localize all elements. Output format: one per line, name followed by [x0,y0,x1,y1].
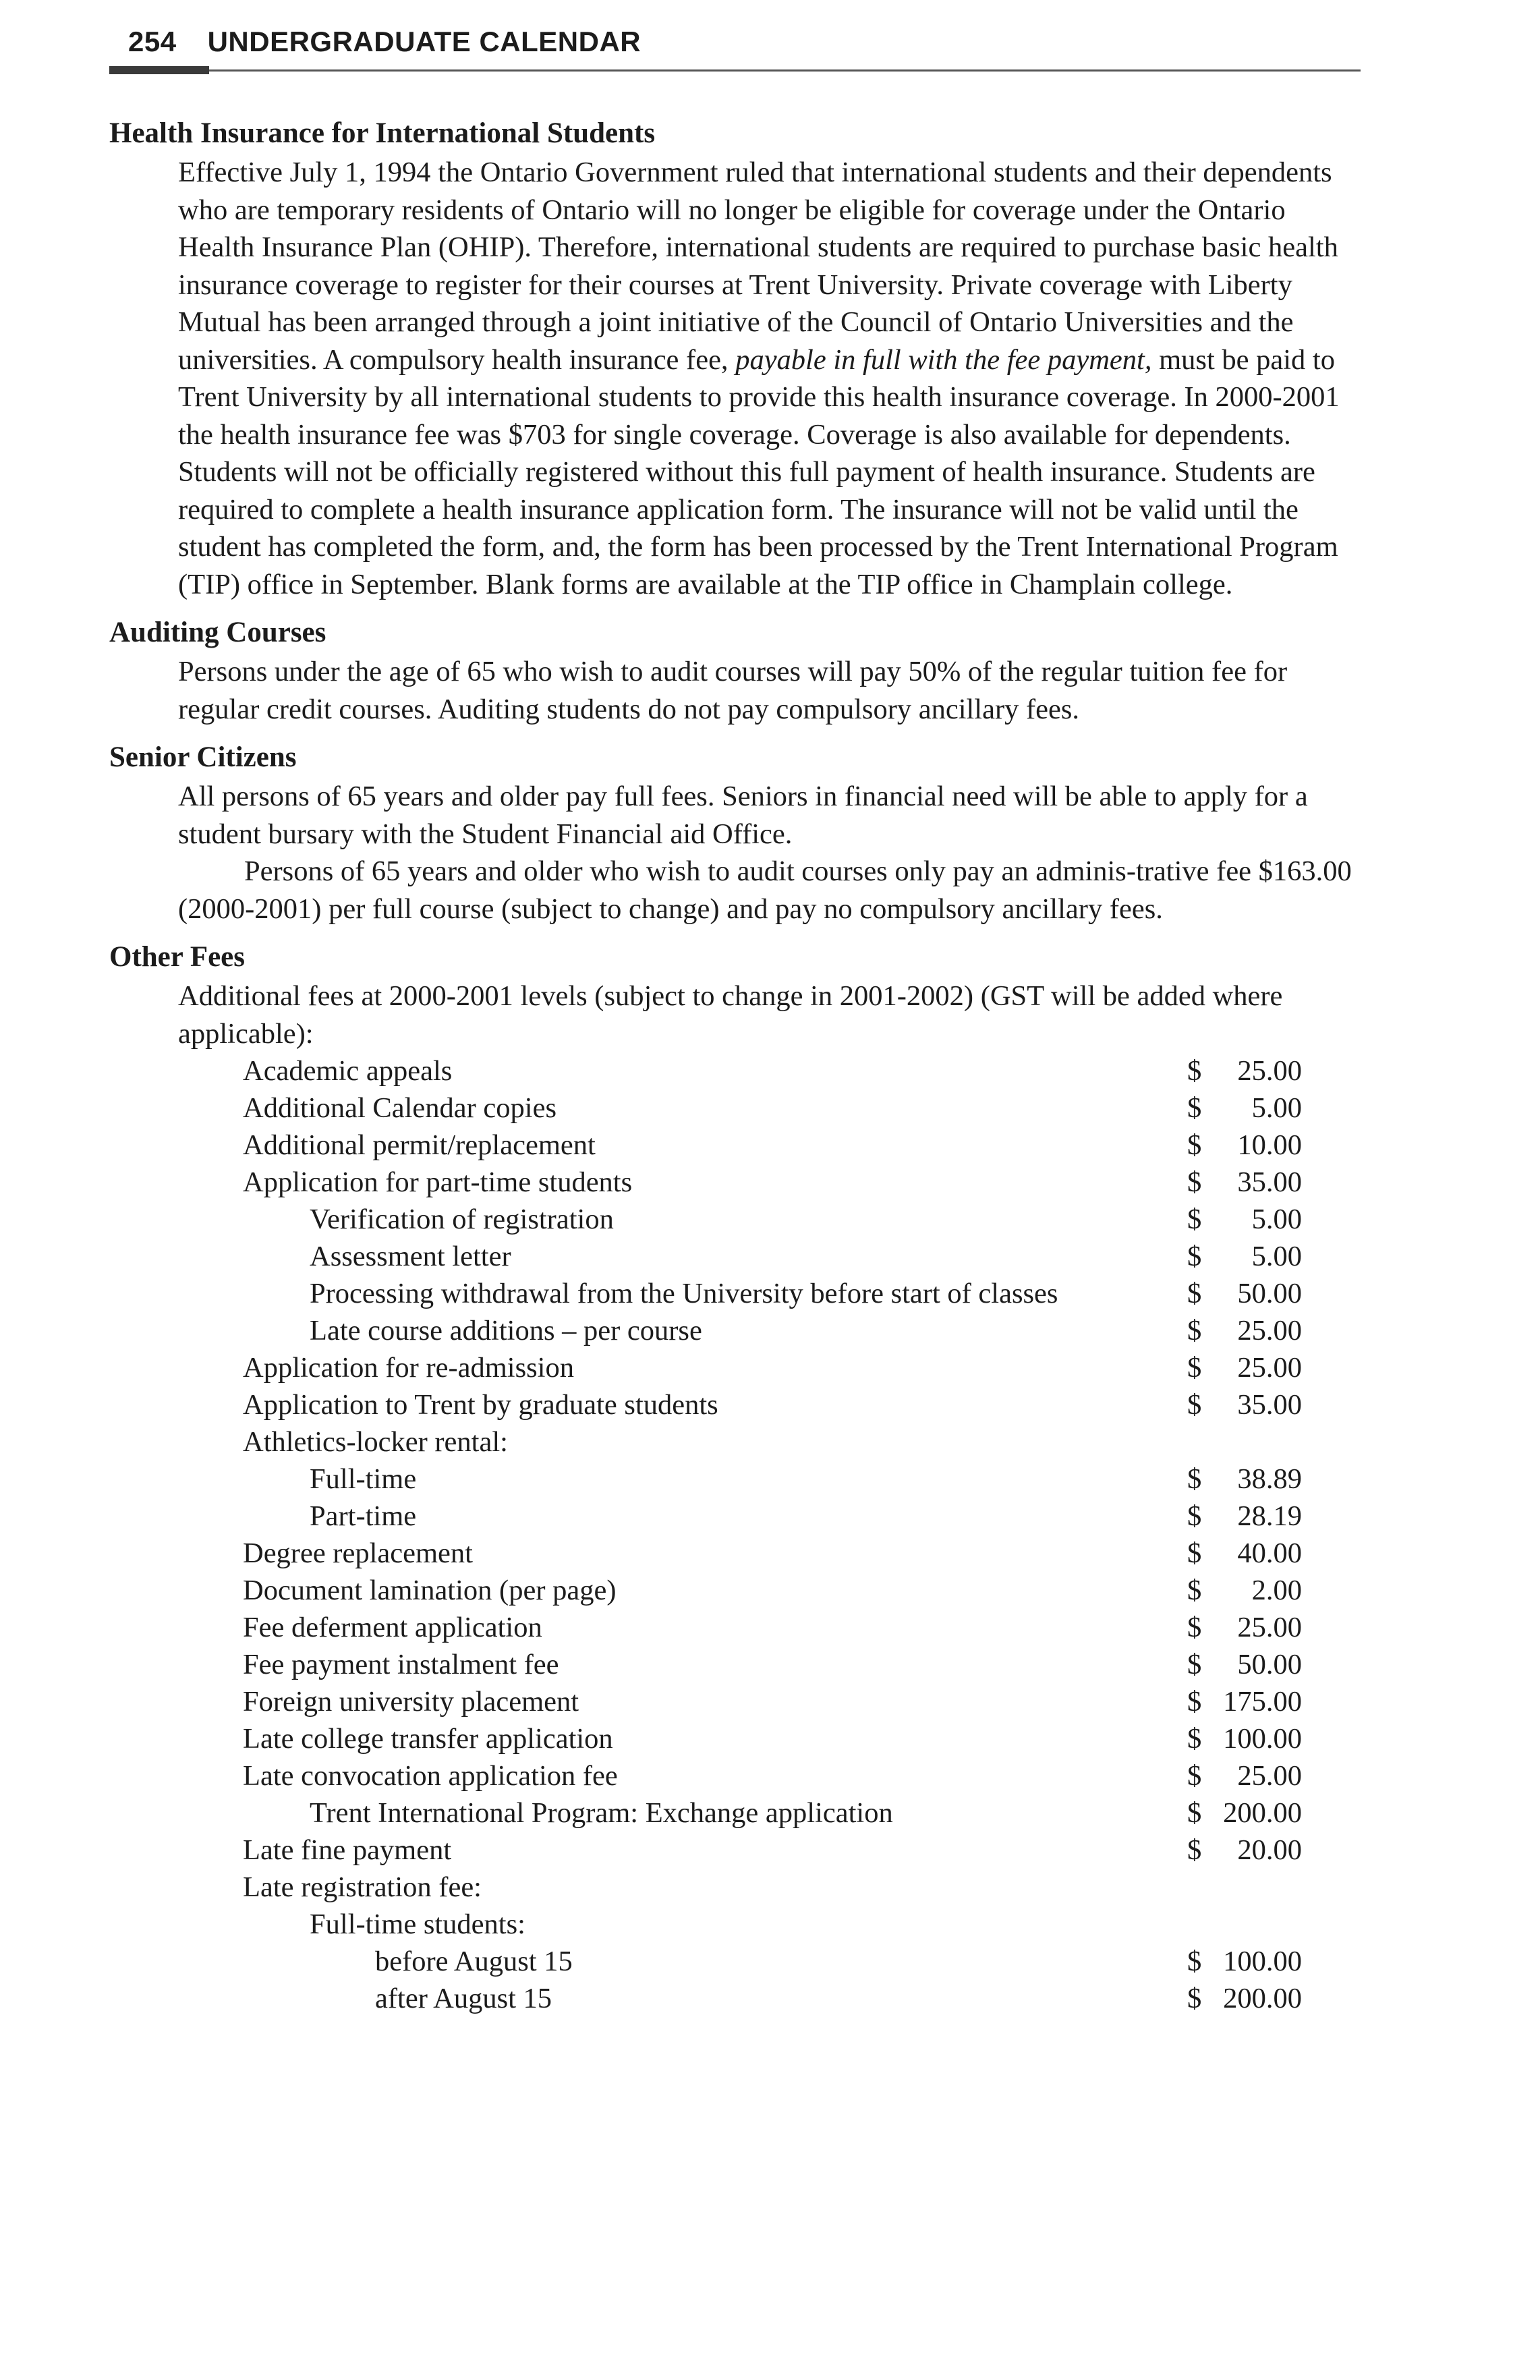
fee-row [178,1498,1357,1535]
fee-label: Fee deferment application [243,1612,542,1643]
fee-amount: 35.00 [1237,1166,1302,1198]
fee-amount: 38.89 [1237,1463,1302,1495]
fee-currency: $ [1187,1463,1202,1495]
fee-row [178,1720,1357,1757]
fee-row [178,1646,1357,1683]
fee-currency: $ [1187,1649,1202,1680]
fee-currency: $ [1187,1797,1202,1829]
fee-amount: 200.00 [1223,1797,1302,1829]
fee-label: Foreign university placement [243,1686,579,1718]
fee-label: Additional Calendar copies [243,1092,557,1124]
fee-row [178,1757,1357,1794]
paragraph-italic-text: payable in full with the fee payment, [735,343,1152,376]
fee-row [178,1052,1357,1089]
fee-amount: 5.00 [1251,1092,1302,1124]
fee-row [178,1461,1357,1498]
fee-label: Application to Trent by graduate students [243,1389,718,1421]
section-paragraph: Persons of 65 years and older who wish to audit courses only pay an adminis-trative fee $163.00 (2000-2001) per full course (subject to change) and pay no compulsory ancillary fees. [178,855,1352,925]
section-title: Senior Citizens [109,741,297,773]
page-number: 254 [128,26,177,57]
fee-row [178,1238,1357,1275]
fee-row [178,1832,1357,1869]
fee-row [178,1386,1357,1423]
section-title: Auditing Courses [109,617,326,648]
fee-currency: $ [1187,1389,1202,1421]
fee-label: Processing withdrawal from the University before start of classes [310,1278,1058,1309]
fee-list [178,1052,1357,2017]
fee-row [178,1535,1357,1572]
fee-row [178,1572,1357,1609]
fee-label: Late college transfer application [243,1723,613,1755]
fee-label: Full-time [310,1463,417,1495]
section-auditing-courses [109,613,1357,728]
fee-amount: 10.00 [1237,1129,1302,1161]
fee-amount: 100.00 [1223,1946,1302,1977]
fee-amount: 25.00 [1237,1612,1302,1643]
section-paragraph [178,154,1357,603]
fee-currency: $ [1187,1723,1202,1755]
fee-label: Assessment letter [310,1241,511,1272]
section-health-insurance [109,113,1357,603]
fee-label: before August 15 [375,1946,573,1977]
fee-label: Document lamination (per page) [243,1575,617,1606]
fee-amount: 25.00 [1237,1760,1302,1792]
fee-label: Late registration fee: [243,1871,482,1903]
fee-currency: $ [1187,1686,1202,1718]
fee-currency: $ [1187,1203,1202,1235]
fee-amount: 175.00 [1223,1686,1302,1718]
fee-row [178,1794,1357,1832]
fee-currency: $ [1187,1315,1202,1347]
running-title: UNDERGRADUATE CALENDAR [207,26,641,57]
fee-amount: 28.19 [1237,1500,1302,1532]
paragraph-text: must be paid to Trent University by all international students to provide this health insurance coverage. In 2000-2001 the health insurance fee was $703 for single coverage. Coverage is also available for dependents. Students will not be officially registered without this full payment of health insurance. Students are required to complete a health insurance application form. The insurance will not be valid until the student has completed the form, and, the form has been processed by the Trent International Program (TIP) office in September. Blank forms are available at the TIP office in Champlain college. [178,343,1340,600]
fee-currency: $ [1187,1834,1202,1866]
fee-row [178,1275,1357,1312]
fee-label: Trent International Program: Exchange application [310,1797,893,1829]
fee-currency: $ [1187,1760,1202,1792]
fee-label: Full-time students: [310,1908,525,1940]
fee-label: Fee payment instalment fee [243,1649,559,1680]
fee-row [178,1164,1357,1201]
fee-label: Late course additions – per course [310,1315,702,1347]
fee-currency: $ [1187,1612,1202,1643]
fee-row [178,1609,1357,1646]
fee-amount: 5.00 [1251,1241,1302,1272]
header-rule-thin [209,69,1361,72]
section-senior-citizens [109,737,1357,928]
fee-label: Degree replacement [243,1537,473,1569]
fee-amount: 25.00 [1237,1055,1302,1087]
fee-currency: $ [1187,1241,1202,1272]
fee-currency: $ [1187,1166,1202,1198]
fee-amount: 100.00 [1223,1723,1302,1755]
fee-currency: $ [1187,1278,1202,1309]
fee-currency: $ [1187,1129,1202,1161]
section-paragraph: All persons of 65 years and older pay full fees. Seniors in financial need will be able to apply for a student bursary with the Student Financial aid Office. [178,781,1308,850]
paragraph-text: Effective July 1, 1994 the Ontario Government ruled that international students and their dependents who are temporary residents of Ontario will no longer be eligible for coverage under the Ontario Health Insurance Plan (OHIP). Therefore, international students are required to purchase basic health insurance coverage to register for their courses at Trent University. Private coverage with Liberty Mutual has been arranged through a joint initiative of the Council of Ontario Universities and the universities. A compulsory health insurance fee, [178,157,1338,376]
fee-amount: 40.00 [1237,1537,1302,1569]
fee-currency: $ [1187,1352,1202,1384]
fee-currency: $ [1187,1983,1202,2014]
fee-row [178,1943,1357,1980]
fee-label: Academic appeals [243,1055,453,1087]
fee-amount: 50.00 [1237,1649,1302,1680]
fee-amount: 25.00 [1237,1352,1302,1384]
fee-amount: 20.00 [1237,1834,1302,1866]
section-title: Health Insurance for International Students [109,117,656,149]
fee-label: Verification of registration [310,1203,614,1235]
fee-label: after August 15 [375,1983,552,2014]
header-rule-thick [109,66,209,74]
fee-currency: $ [1187,1055,1202,1087]
fee-currency: $ [1187,1092,1202,1124]
fee-currency: $ [1187,1946,1202,1977]
fee-amount: 25.00 [1237,1315,1302,1347]
fee-row [178,1683,1357,1720]
fee-amount: 35.00 [1237,1389,1302,1421]
page-header [128,26,641,58]
fee-row [178,1127,1357,1164]
fee-label: Application for re-admission [243,1352,574,1384]
fee-row [178,1349,1357,1386]
fee-label: Late fine payment [243,1834,452,1866]
fee-amount: 5.00 [1251,1203,1302,1235]
fee-label: Athletics-locker rental: [243,1426,508,1458]
fee-row [178,1089,1357,1127]
fee-currency: $ [1187,1500,1202,1532]
section-paragraph: Additional fees at 2000-2001 levels (subject to change in 2001-2002) (GST will be added where applicable): [178,980,1283,1050]
fee-row [178,1869,1357,1906]
fee-label: Additional permit/replacement [243,1129,596,1161]
fee-amount: 200.00 [1223,1983,1302,2014]
fee-row [178,1201,1357,1238]
fee-row [178,1906,1357,1943]
fee-label: Part-time [310,1500,417,1532]
fee-label: Application for part-time students [243,1166,633,1198]
fee-amount: 2.00 [1251,1575,1302,1606]
section-other-fees [109,937,1357,2017]
section-paragraph: Persons under the age of 65 who wish to audit courses will pay 50% of the regular tuition fee for regular credit courses. Auditing students do not pay compulsory ancillary fees. [178,656,1288,725]
fee-row [178,1423,1357,1461]
fee-amount: 50.00 [1237,1278,1302,1309]
fee-label: Late convocation application fee [243,1760,618,1792]
fee-currency: $ [1187,1537,1202,1569]
page-content [109,113,1357,2027]
fee-currency: $ [1187,1575,1202,1606]
fee-row [178,1312,1357,1349]
fee-row [178,1980,1357,2017]
section-title: Other Fees [109,941,245,973]
